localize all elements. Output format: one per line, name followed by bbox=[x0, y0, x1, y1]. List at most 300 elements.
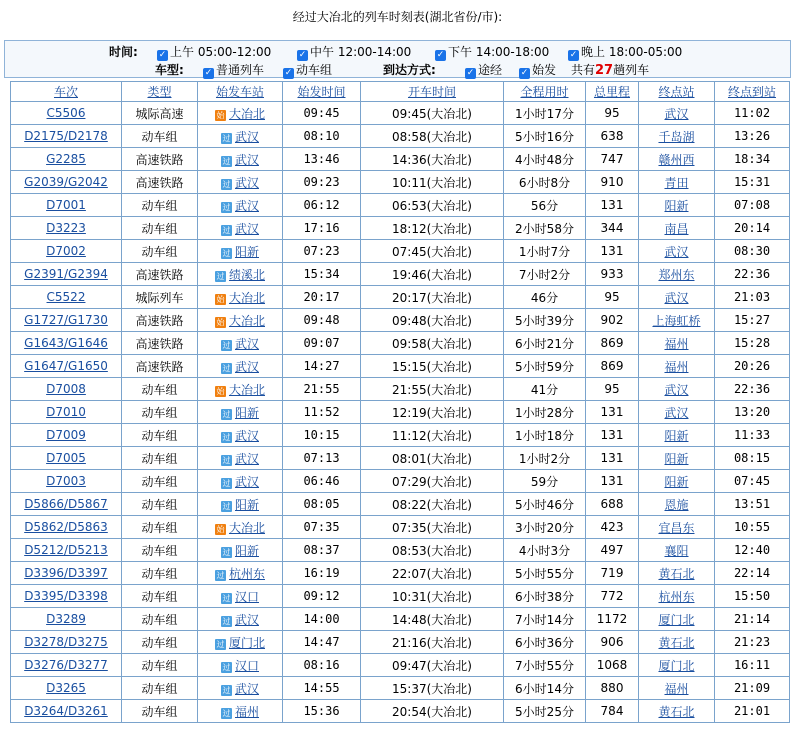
arrival-time-cell: 22:14 bbox=[715, 562, 790, 585]
from-station-cell[interactable] bbox=[198, 355, 283, 378]
from-station-cell[interactable] bbox=[198, 286, 283, 309]
header-departure-time[interactable]: 始发时间 bbox=[283, 82, 361, 102]
arrival-time-cell: 08:30 bbox=[715, 240, 790, 263]
pass-station-icon: 过 bbox=[222, 432, 231, 442]
type-cell: 高速铁路 bbox=[122, 332, 198, 355]
arrival-time-cell: 13:20 bbox=[715, 401, 790, 424]
from-station-cell[interactable] bbox=[198, 539, 283, 562]
pass-station-icon: 过 bbox=[222, 202, 231, 212]
time-morning-checkbox[interactable]: ✓ 上午 05:00-12:00 bbox=[158, 45, 272, 60]
duration-cell: 6小时21分 bbox=[504, 332, 586, 355]
pass-station-icon: 过 bbox=[222, 455, 231, 465]
terminal-cell[interactable] bbox=[639, 263, 715, 286]
type-normal-checkbox[interactable]: ✓ 普通列车 bbox=[204, 63, 265, 78]
arrival-time-cell: 12:40 bbox=[715, 539, 790, 562]
from-station-cell[interactable] bbox=[198, 194, 283, 217]
train-link[interactable]: D2175/D2178 bbox=[24, 129, 108, 143]
train-link[interactable]: D3395/D3398 bbox=[24, 589, 108, 603]
terminal-cell[interactable] bbox=[639, 424, 715, 447]
arrival-start-checkbox[interactable]: ✓ 始发 bbox=[520, 63, 557, 78]
train-cell[interactable] bbox=[11, 102, 122, 125]
train-link[interactable]: D3396/D3397 bbox=[24, 566, 108, 580]
header-arrival-time[interactable]: 终点到站 bbox=[715, 82, 790, 102]
type-cell: 动车组 bbox=[122, 194, 198, 217]
train-link[interactable]: D7009 bbox=[46, 428, 86, 442]
duration-cell: 3小时20分 bbox=[504, 516, 586, 539]
train-cell[interactable] bbox=[11, 217, 122, 240]
departure-time-cell: 09:23 bbox=[283, 171, 361, 194]
train-cell[interactable] bbox=[11, 332, 122, 355]
train-cell[interactable] bbox=[11, 539, 122, 562]
from-station-cell[interactable] bbox=[198, 217, 283, 240]
terminal-link[interactable]: 阳新 bbox=[664, 428, 689, 443]
time-label: 时间: bbox=[109, 45, 138, 59]
arrival-time-cell: 15:31 bbox=[715, 171, 790, 194]
check-icon: ✓ bbox=[520, 68, 529, 78]
leave-time-cell: 15:15(大冶北) bbox=[361, 355, 504, 378]
from-station-cell[interactable] bbox=[198, 102, 283, 125]
from-station-link[interactable]: 武汉 bbox=[234, 175, 259, 190]
pass-station-icon: 过 bbox=[222, 685, 231, 695]
terminal-link[interactable]: 阳新 bbox=[664, 198, 689, 213]
terminal-cell[interactable] bbox=[639, 286, 715, 309]
from-station-link[interactable]: 武汉 bbox=[234, 359, 259, 374]
type-cell: 高速铁路 bbox=[122, 263, 198, 286]
leave-time-cell: 20:17(大冶北) bbox=[361, 286, 504, 309]
type-emu-checkbox[interactable]: ✓ 动车组 bbox=[284, 63, 333, 78]
from-station-cell[interactable] bbox=[198, 516, 283, 539]
train-cell[interactable] bbox=[11, 309, 122, 332]
terminal-cell[interactable] bbox=[639, 240, 715, 263]
pass-station-icon: 过 bbox=[222, 547, 231, 557]
train-link[interactable]: D3276/D3277 bbox=[24, 658, 108, 672]
table-row bbox=[11, 493, 790, 516]
start-station-icon: 始 bbox=[216, 317, 225, 327]
arrival-time-cell: 21:23 bbox=[715, 631, 790, 654]
from-station-cell[interactable] bbox=[198, 240, 283, 263]
table-row bbox=[11, 447, 790, 470]
duration-cell: 6小时38分 bbox=[504, 585, 586, 608]
from-station-cell[interactable] bbox=[198, 700, 283, 723]
terminal-cell[interactable] bbox=[639, 332, 715, 355]
departure-time-cell: 08:10 bbox=[283, 125, 361, 148]
train-link[interactable]: G2391/G2394 bbox=[24, 267, 108, 281]
duration-cell: 46分 bbox=[504, 286, 586, 309]
pass-station-icon: 过 bbox=[216, 570, 225, 580]
train-link[interactable]: D3278/D3275 bbox=[24, 635, 108, 649]
from-station-link[interactable]: 武汉 bbox=[234, 428, 259, 443]
type-cell: 城际高速 bbox=[122, 102, 198, 125]
pass-station-icon: 过 bbox=[222, 248, 231, 258]
pass-station-icon: 过 bbox=[222, 501, 231, 511]
terminal-link[interactable]: 武汉 bbox=[664, 106, 689, 121]
from-station-cell[interactable] bbox=[198, 171, 283, 194]
arrival-time-cell: 22:36 bbox=[715, 263, 790, 286]
train-link[interactable]: D7005 bbox=[46, 451, 86, 465]
arrival-time-cell: 11:02 bbox=[715, 102, 790, 125]
terminal-link[interactable]: 武汉 bbox=[664, 382, 689, 397]
pass-station-icon: 过 bbox=[222, 156, 231, 166]
departure-time-cell: 06:46 bbox=[283, 470, 361, 493]
departure-time-cell: 14:00 bbox=[283, 608, 361, 631]
from-station-cell[interactable] bbox=[198, 424, 283, 447]
train-cell[interactable] bbox=[11, 677, 122, 700]
leave-time-cell: 07:45(大冶北) bbox=[361, 240, 504, 263]
train-cell[interactable] bbox=[11, 516, 122, 539]
from-station-link[interactable]: 阳新 bbox=[234, 497, 259, 512]
terminal-link[interactable]: 黄石北 bbox=[658, 704, 695, 719]
terminal-link[interactable]: 武汉 bbox=[664, 244, 689, 259]
from-station-cell[interactable] bbox=[198, 125, 283, 148]
arrival-pass-checkbox[interactable]: ✓ 途经 bbox=[466, 63, 503, 78]
terminal-link[interactable]: 福州 bbox=[664, 359, 689, 374]
train-link[interactable]: D3265 bbox=[46, 681, 86, 695]
terminal-link[interactable]: 阳新 bbox=[664, 474, 689, 489]
duration-cell: 6小时8分 bbox=[504, 171, 586, 194]
train-link[interactable]: D7003 bbox=[46, 474, 86, 488]
leave-time-cell: 09:48(大冶北) bbox=[361, 309, 504, 332]
from-station-link[interactable]: 武汉 bbox=[234, 681, 259, 696]
terminal-cell[interactable] bbox=[639, 562, 715, 585]
duration-cell: 56分 bbox=[504, 194, 586, 217]
from-station-link[interactable]: 大冶北 bbox=[228, 313, 265, 328]
terminal-link[interactable]: 黄石北 bbox=[658, 566, 695, 581]
from-station-link[interactable]: 武汉 bbox=[234, 221, 259, 236]
pass-station-icon: 过 bbox=[222, 409, 231, 419]
terminal-link[interactable]: 武汉 bbox=[664, 405, 689, 420]
terminal-cell[interactable] bbox=[639, 700, 715, 723]
train-link[interactable]: G1727/G1730 bbox=[24, 313, 108, 327]
train-cell[interactable] bbox=[11, 171, 122, 194]
terminal-cell[interactable] bbox=[639, 194, 715, 217]
train-link[interactable]: D3223 bbox=[46, 221, 86, 235]
leave-time-cell: 09:58(大冶北) bbox=[361, 332, 504, 355]
distance-cell: 880 bbox=[586, 677, 639, 700]
arrival-time-cell: 16:11 bbox=[715, 654, 790, 677]
terminal-cell[interactable] bbox=[639, 585, 715, 608]
train-cell[interactable] bbox=[11, 631, 122, 654]
train-link[interactable]: D3289 bbox=[46, 612, 86, 626]
train-total: 共有27趟列车 bbox=[571, 63, 650, 78]
from-station-link[interactable]: 阳新 bbox=[234, 405, 259, 420]
from-station-link[interactable]: 汉口 bbox=[234, 658, 259, 673]
header-type[interactable]: 类型 bbox=[122, 82, 198, 102]
terminal-cell[interactable] bbox=[639, 677, 715, 700]
train-cell[interactable] bbox=[11, 355, 122, 378]
check-icon: ✓ bbox=[569, 50, 578, 60]
pass-station-icon: 过 bbox=[222, 225, 231, 235]
from-station-link[interactable]: 武汉 bbox=[234, 198, 259, 213]
start-station-icon: 始 bbox=[216, 524, 225, 534]
train-cell[interactable] bbox=[11, 562, 122, 585]
distance-cell: 772 bbox=[586, 585, 639, 608]
time-evening-checkbox[interactable]: ✓ 晚上 18:00-05:00 bbox=[569, 45, 683, 60]
from-station-cell[interactable] bbox=[198, 332, 283, 355]
arrival-time-cell: 21:09 bbox=[715, 677, 790, 700]
from-station-cell[interactable] bbox=[198, 378, 283, 401]
terminal-link[interactable]: 阳新 bbox=[664, 451, 689, 466]
from-station-link[interactable]: 武汉 bbox=[234, 129, 259, 144]
duration-cell: 1小时2分 bbox=[504, 447, 586, 470]
arrival-time-cell: 15:27 bbox=[715, 309, 790, 332]
from-station-link[interactable]: 武汉 bbox=[234, 336, 259, 351]
arrival-time-cell: 18:34 bbox=[715, 148, 790, 171]
departure-time-cell: 13:46 bbox=[283, 148, 361, 171]
terminal-link[interactable]: 赣州西 bbox=[658, 152, 695, 167]
type-cell: 高速铁路 bbox=[122, 355, 198, 378]
terminal-link[interactable]: 黄石北 bbox=[658, 635, 695, 650]
train-link[interactable]: C5506 bbox=[46, 106, 86, 120]
terminal-link[interactable]: 宜昌东 bbox=[658, 520, 695, 535]
terminal-cell[interactable] bbox=[639, 309, 715, 332]
leave-time-cell: 08:22(大冶北) bbox=[361, 493, 504, 516]
arrival-time-cell: 13:26 bbox=[715, 125, 790, 148]
distance-cell: 869 bbox=[586, 355, 639, 378]
train-cell[interactable] bbox=[11, 585, 122, 608]
terminal-link[interactable]: 襄阳 bbox=[664, 543, 689, 558]
from-station-link[interactable]: 武汉 bbox=[234, 474, 259, 489]
from-station-cell[interactable] bbox=[198, 447, 283, 470]
from-station-link[interactable]: 汉口 bbox=[234, 589, 259, 604]
table-row bbox=[11, 424, 790, 447]
page-title: 经过大冶北的列车时刻表(湖北省份/市): bbox=[292, 10, 503, 24]
from-station-cell[interactable] bbox=[198, 562, 283, 585]
type-cell: 动车组 bbox=[122, 654, 198, 677]
terminal-cell[interactable] bbox=[639, 217, 715, 240]
terminal-link[interactable]: 上海虹桥 bbox=[652, 313, 701, 328]
type-cell: 动车组 bbox=[122, 217, 198, 240]
from-station-link[interactable]: 阳新 bbox=[234, 543, 259, 558]
from-station-cell[interactable] bbox=[198, 148, 283, 171]
train-cell[interactable] bbox=[11, 263, 122, 286]
distance-cell: 902 bbox=[586, 309, 639, 332]
train-cell[interactable] bbox=[11, 470, 122, 493]
terminal-link[interactable]: 厦门北 bbox=[658, 658, 695, 673]
type-cell: 动车组 bbox=[122, 516, 198, 539]
from-station-cell[interactable] bbox=[198, 309, 283, 332]
table-body bbox=[11, 102, 790, 723]
train-cell[interactable] bbox=[11, 240, 122, 263]
train-link[interactable]: D3264/D3261 bbox=[24, 704, 108, 718]
type-cell: 动车组 bbox=[122, 631, 198, 654]
pass-station-icon: 过 bbox=[222, 133, 231, 143]
from-station-cell[interactable] bbox=[198, 608, 283, 631]
terminal-cell[interactable] bbox=[639, 378, 715, 401]
duration-cell: 59分 bbox=[504, 470, 586, 493]
terminal-cell[interactable] bbox=[639, 608, 715, 631]
train-link[interactable]: D7001 bbox=[46, 198, 86, 212]
train-link[interactable]: D5862/D5863 bbox=[24, 520, 108, 534]
duration-cell: 5小时59分 bbox=[504, 355, 586, 378]
type-cell: 动车组 bbox=[122, 447, 198, 470]
terminal-cell[interactable] bbox=[639, 470, 715, 493]
terminal-cell[interactable] bbox=[639, 493, 715, 516]
arrival-time-cell: 20:14 bbox=[715, 217, 790, 240]
from-station-cell[interactable] bbox=[198, 654, 283, 677]
type-filter-row bbox=[5, 61, 790, 79]
terminal-cell[interactable] bbox=[639, 355, 715, 378]
pass-station-icon: 过 bbox=[222, 616, 231, 626]
duration-cell: 1小时17分 bbox=[504, 102, 586, 125]
pass-station-icon: 过 bbox=[222, 593, 231, 603]
terminal-link[interactable]: 福州 bbox=[664, 336, 689, 351]
terminal-cell[interactable] bbox=[639, 125, 715, 148]
time-noon-checkbox[interactable]: ✓ 中午 12:00-14:00 bbox=[298, 45, 412, 60]
check-icon: ✓ bbox=[436, 50, 445, 60]
from-station-cell[interactable] bbox=[198, 585, 283, 608]
duration-cell: 5小时39分 bbox=[504, 309, 586, 332]
departure-time-cell: 11:52 bbox=[283, 401, 361, 424]
train-cell[interactable] bbox=[11, 424, 122, 447]
header-terminal[interactable]: 终点站 bbox=[639, 82, 715, 102]
distance-cell: 423 bbox=[586, 516, 639, 539]
from-station-cell[interactable] bbox=[198, 493, 283, 516]
from-station-cell[interactable] bbox=[198, 631, 283, 654]
table-row bbox=[11, 608, 790, 631]
train-cell[interactable] bbox=[11, 125, 122, 148]
leave-time-cell: 20:54(大冶北) bbox=[361, 700, 504, 723]
from-station-link[interactable]: 武汉 bbox=[234, 612, 259, 627]
table-row bbox=[11, 654, 790, 677]
duration-cell: 1小时7分 bbox=[504, 240, 586, 263]
duration-cell: 5小时55分 bbox=[504, 562, 586, 585]
train-cell[interactable] bbox=[11, 654, 122, 677]
distance-cell: 638 bbox=[586, 125, 639, 148]
arrival-time-cell: 22:36 bbox=[715, 378, 790, 401]
duration-cell: 1小时28分 bbox=[504, 401, 586, 424]
from-station-link[interactable]: 厦门北 bbox=[228, 635, 265, 650]
terminal-link[interactable]: 恩施 bbox=[664, 497, 689, 512]
terminal-cell[interactable] bbox=[639, 516, 715, 539]
terminal-link[interactable]: 南昌 bbox=[664, 221, 689, 236]
from-station-link[interactable]: 大冶北 bbox=[228, 106, 265, 121]
leave-time-cell: 21:16(大冶北) bbox=[361, 631, 504, 654]
train-link[interactable]: D7010 bbox=[46, 405, 86, 419]
leave-time-cell: 08:01(大冶北) bbox=[361, 447, 504, 470]
header-distance[interactable]: 总里程 bbox=[586, 82, 639, 102]
table-row bbox=[11, 677, 790, 700]
type-cell: 动车组 bbox=[122, 608, 198, 631]
train-link[interactable]: G2285 bbox=[46, 152, 86, 166]
type-cell: 动车组 bbox=[122, 125, 198, 148]
from-station-cell[interactable] bbox=[198, 677, 283, 700]
type-cell: 高速铁路 bbox=[122, 309, 198, 332]
terminal-cell[interactable] bbox=[639, 171, 715, 194]
header-train[interactable]: 车次 bbox=[11, 82, 122, 102]
table-row bbox=[11, 332, 790, 355]
arrival-time-cell: 21:03 bbox=[715, 286, 790, 309]
terminal-link[interactable]: 武汉 bbox=[664, 290, 689, 305]
from-station-cell[interactable] bbox=[198, 263, 283, 286]
from-station-link[interactable]: 阳新 bbox=[234, 244, 259, 259]
terminal-link[interactable]: 厦门北 bbox=[658, 612, 695, 627]
leave-time-cell: 21:55(大冶北) bbox=[361, 378, 504, 401]
leave-time-cell: 06:53(大冶北) bbox=[361, 194, 504, 217]
train-link[interactable]: G1643/G1646 bbox=[24, 336, 108, 350]
from-station-link[interactable]: 大冶北 bbox=[228, 520, 265, 535]
type-cell: 动车组 bbox=[122, 539, 198, 562]
train-cell[interactable] bbox=[11, 493, 122, 516]
train-cell[interactable] bbox=[11, 447, 122, 470]
departure-time-cell: 09:45 bbox=[283, 102, 361, 125]
train-cell[interactable] bbox=[11, 286, 122, 309]
from-station-link[interactable]: 武汉 bbox=[234, 152, 259, 167]
table-row bbox=[11, 263, 790, 286]
departure-time-cell: 06:12 bbox=[283, 194, 361, 217]
from-station-cell[interactable] bbox=[198, 401, 283, 424]
train-link[interactable]: C5522 bbox=[46, 290, 86, 304]
header-from-station[interactable]: 始发车站 bbox=[198, 82, 283, 102]
table-row bbox=[11, 470, 790, 493]
from-station-cell[interactable] bbox=[198, 470, 283, 493]
distance-cell: 95 bbox=[586, 102, 639, 125]
header-duration[interactable]: 全程用时 bbox=[504, 82, 586, 102]
terminal-link[interactable]: 千岛湖 bbox=[658, 129, 695, 144]
train-cell[interactable] bbox=[11, 608, 122, 631]
terminal-cell[interactable] bbox=[639, 654, 715, 677]
train-cell[interactable] bbox=[11, 401, 122, 424]
terminal-cell[interactable] bbox=[639, 539, 715, 562]
distance-cell: 910 bbox=[586, 171, 639, 194]
arrival-time-cell: 13:51 bbox=[715, 493, 790, 516]
type-cell: 动车组 bbox=[122, 700, 198, 723]
train-link[interactable]: D7008 bbox=[46, 382, 86, 396]
terminal-cell[interactable] bbox=[639, 148, 715, 171]
type-cell: 动车组 bbox=[122, 470, 198, 493]
from-station-link[interactable]: 大冶北 bbox=[228, 290, 265, 305]
departure-time-cell: 08:16 bbox=[283, 654, 361, 677]
pass-station-icon: 过 bbox=[222, 179, 231, 189]
table-row bbox=[11, 401, 790, 424]
distance-cell: 1068 bbox=[586, 654, 639, 677]
train-cell[interactable] bbox=[11, 700, 122, 723]
arrival-time-cell: 11:33 bbox=[715, 424, 790, 447]
from-station-link[interactable]: 绩溪北 bbox=[228, 267, 265, 282]
train-cell[interactable] bbox=[11, 378, 122, 401]
terminal-link[interactable]: 福州 bbox=[664, 681, 689, 696]
train-cell[interactable] bbox=[11, 148, 122, 171]
terminal-link[interactable]: 杭州东 bbox=[658, 589, 695, 604]
header-leave-time[interactable]: 开车时间 bbox=[361, 82, 504, 102]
arrival-time-cell: 15:28 bbox=[715, 332, 790, 355]
train-link[interactable]: G2039/G2042 bbox=[24, 175, 108, 189]
from-station-link[interactable]: 杭州东 bbox=[228, 566, 265, 581]
from-station-link[interactable]: 福州 bbox=[234, 704, 259, 719]
duration-cell: 6小时14分 bbox=[504, 677, 586, 700]
type-cell: 高速铁路 bbox=[122, 171, 198, 194]
pass-station-icon: 过 bbox=[222, 340, 231, 350]
time-afternoon-checkbox[interactable]: ✓ 下午 14:00-18:00 bbox=[436, 45, 550, 60]
terminal-link[interactable]: 郑州东 bbox=[658, 267, 695, 282]
from-station-link[interactable]: 大冶北 bbox=[228, 382, 265, 397]
from-station-link[interactable]: 武汉 bbox=[234, 451, 259, 466]
terminal-cell[interactable] bbox=[639, 447, 715, 470]
departure-time-cell: 14:27 bbox=[283, 355, 361, 378]
train-link[interactable]: D5866/D5867 bbox=[24, 497, 108, 511]
terminal-cell[interactable] bbox=[639, 102, 715, 125]
terminal-link[interactable]: 青田 bbox=[664, 175, 689, 190]
departure-time-cell: 07:35 bbox=[283, 516, 361, 539]
duration-cell: 5小时46分 bbox=[504, 493, 586, 516]
terminal-cell[interactable] bbox=[639, 401, 715, 424]
terminal-cell[interactable] bbox=[639, 631, 715, 654]
train-link[interactable]: G1647/G1650 bbox=[24, 359, 108, 373]
departure-time-cell: 14:55 bbox=[283, 677, 361, 700]
type-label: 车型: bbox=[155, 63, 184, 77]
train-link[interactable]: D5212/D5213 bbox=[24, 543, 108, 557]
train-cell[interactable] bbox=[11, 194, 122, 217]
train-link[interactable]: D7002 bbox=[46, 244, 86, 258]
